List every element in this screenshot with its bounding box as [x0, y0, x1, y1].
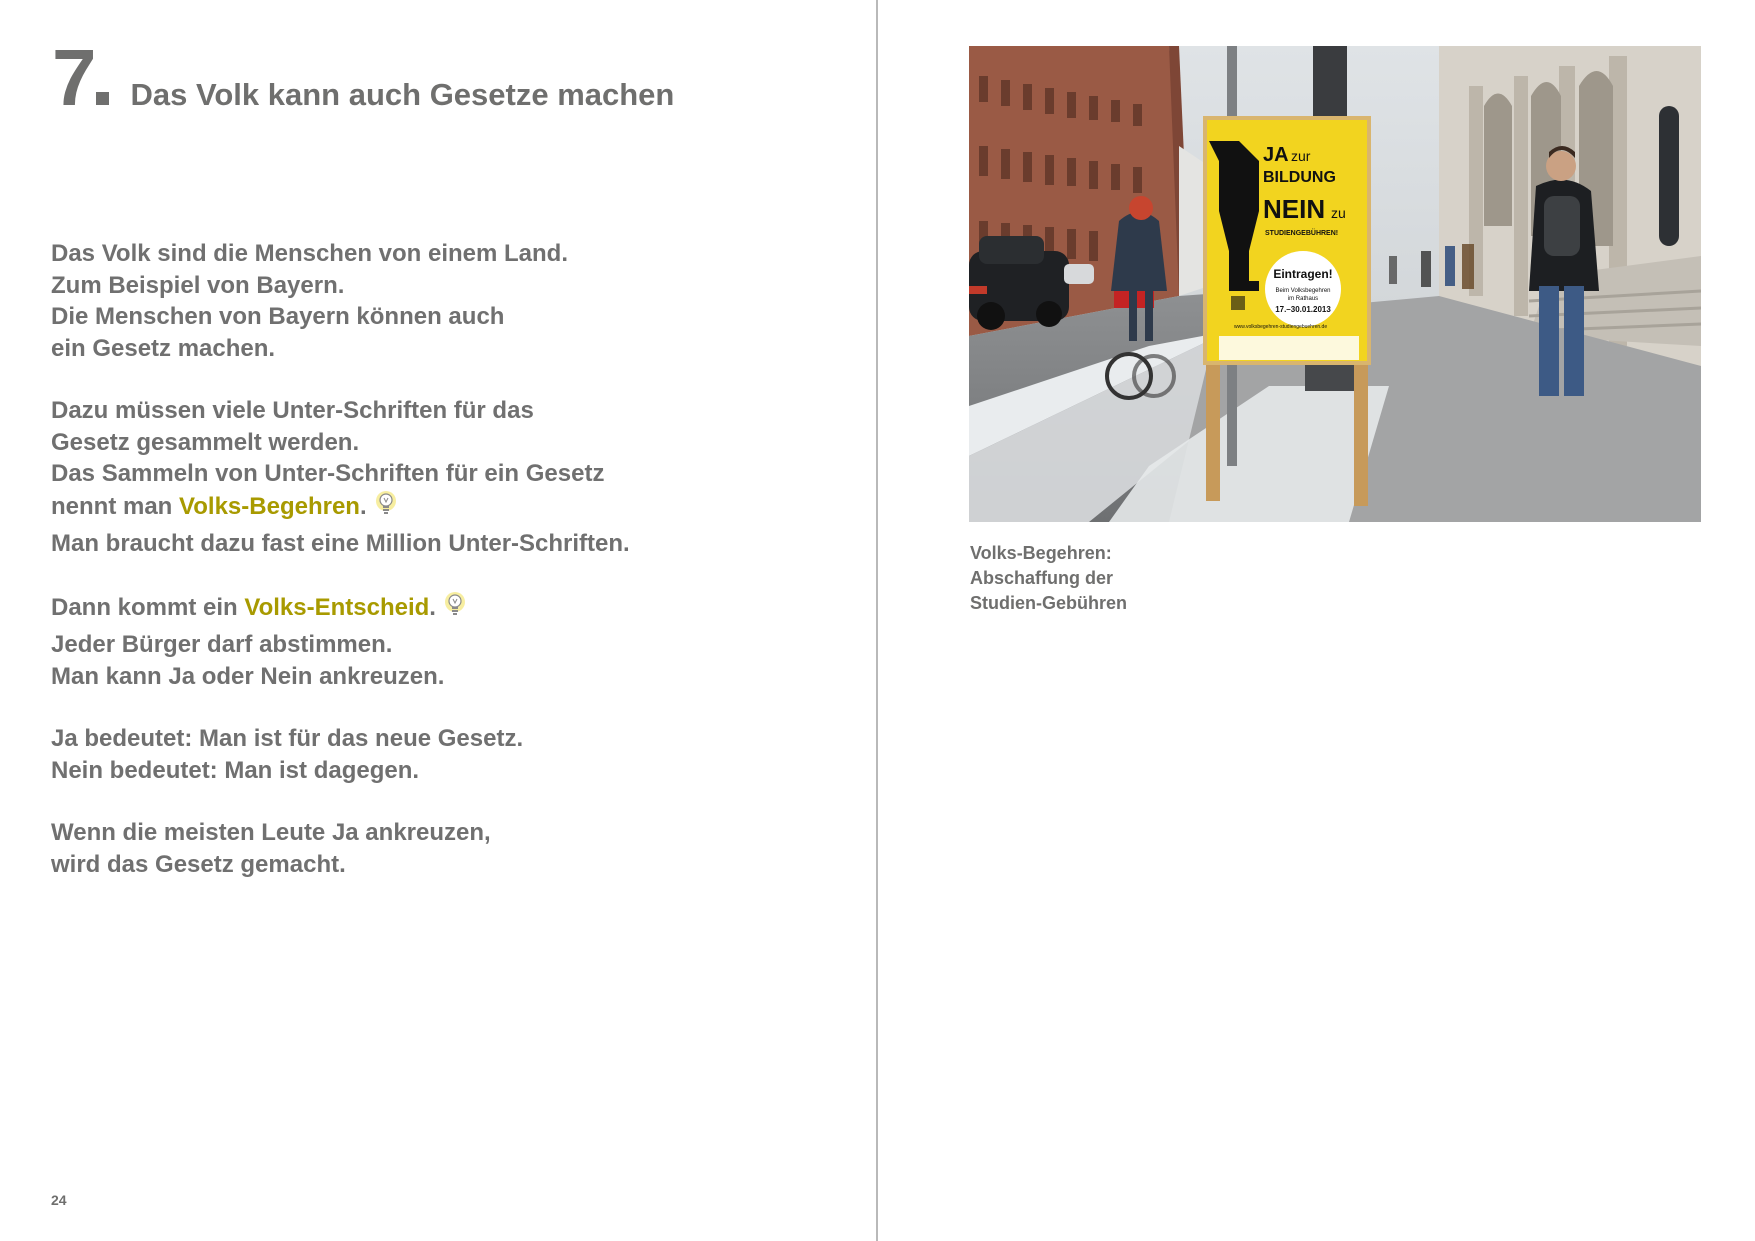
glossary-term-volks-begehren[interactable]: Volks-Begehren [179, 492, 360, 520]
text-line: Wenn die meisten Leute Ja ankreuzen, [51, 819, 491, 846]
lightbulb-icon[interactable] [375, 490, 397, 529]
text-segment: . [359, 492, 367, 520]
text-line-with-term [51, 591, 811, 630]
text-segment: Dann kommt ein [51, 593, 245, 621]
paragraph-2 [51, 395, 811, 560]
poster-text: zur [1291, 148, 1311, 164]
paragraph-5 [51, 817, 811, 880]
street-photo [969, 46, 1701, 522]
poster-text: JA [1263, 144, 1289, 166]
text-segment: nennt man [51, 492, 180, 520]
chapter-heading [52, 33, 675, 122]
text-line: Das Sammeln von Unter-Schriften für ein Gesetz [51, 460, 605, 487]
text-line: Man kann Ja oder Nein ankreuzen. [51, 662, 445, 690]
poster-text: NEIN [1263, 194, 1326, 224]
text-line: Ja bedeutet: Man ist für das neue Gesetz. [51, 725, 524, 752]
text-line: Das Volk sind die Menschen von einem Land. [51, 240, 569, 267]
paragraph-4 [51, 723, 811, 786]
glossary-term-volks-entscheid[interactable]: Volks-Entscheid [244, 593, 430, 621]
photo-illustration [969, 46, 1701, 522]
text-line: Dazu müssen viele Unter-Schriften für das [51, 397, 534, 424]
text-line: Man braucht dazu fast eine Million Unter-Schriften. [51, 530, 630, 557]
text-line: Nein bedeutet: Man ist dagegen. [51, 756, 420, 784]
caption-line: Studien-Gebühren [970, 593, 1127, 613]
text-line: ein Gesetz machen. [51, 334, 276, 362]
paragraph-3 [51, 591, 811, 693]
text-line: Jeder Bürger darf abstimmen. [51, 631, 393, 658]
lightbulb-icon[interactable] [444, 591, 466, 630]
poster-text: www.volksbegehren-studiengebuehren.de [1234, 324, 1328, 330]
poster-text: Eintragen! [1273, 267, 1333, 281]
text-line: Zum Beispiel von Bayern. [51, 271, 345, 299]
chapter-title: Das Volk kann auch Gesetze machen [130, 77, 675, 112]
chapter-number-dot [96, 92, 109, 105]
caption-line: Abschaffung der [970, 568, 1114, 588]
text-line-with-term [51, 490, 811, 529]
page-number: 24 [51, 1192, 67, 1208]
text-line: Die Menschen von Bayern können auch [51, 303, 505, 330]
text-line: Gesetz gesammelt werden. [51, 428, 360, 456]
photo-caption [970, 541, 1127, 616]
poster-text: im Rathaus [1287, 296, 1319, 302]
text-line: wird das Gesetz gemacht. [51, 850, 346, 878]
poster-text: zu [1331, 205, 1346, 221]
caption-line: Volks-Begehren: [970, 543, 1112, 563]
body-text [51, 238, 811, 911]
text-segment: . [429, 593, 436, 621]
chapter-number: 7 [52, 33, 94, 122]
poster-text: Beim Volksbegehren [1275, 288, 1331, 294]
poster-text: 17.–30.01.2013 [1275, 305, 1331, 314]
paragraph-1 [51, 238, 811, 364]
poster-text: STUDIENGEBÜHREN! [1265, 230, 1339, 237]
poster-text: BILDUNG [1263, 169, 1336, 186]
left-page [0, 0, 876, 1241]
